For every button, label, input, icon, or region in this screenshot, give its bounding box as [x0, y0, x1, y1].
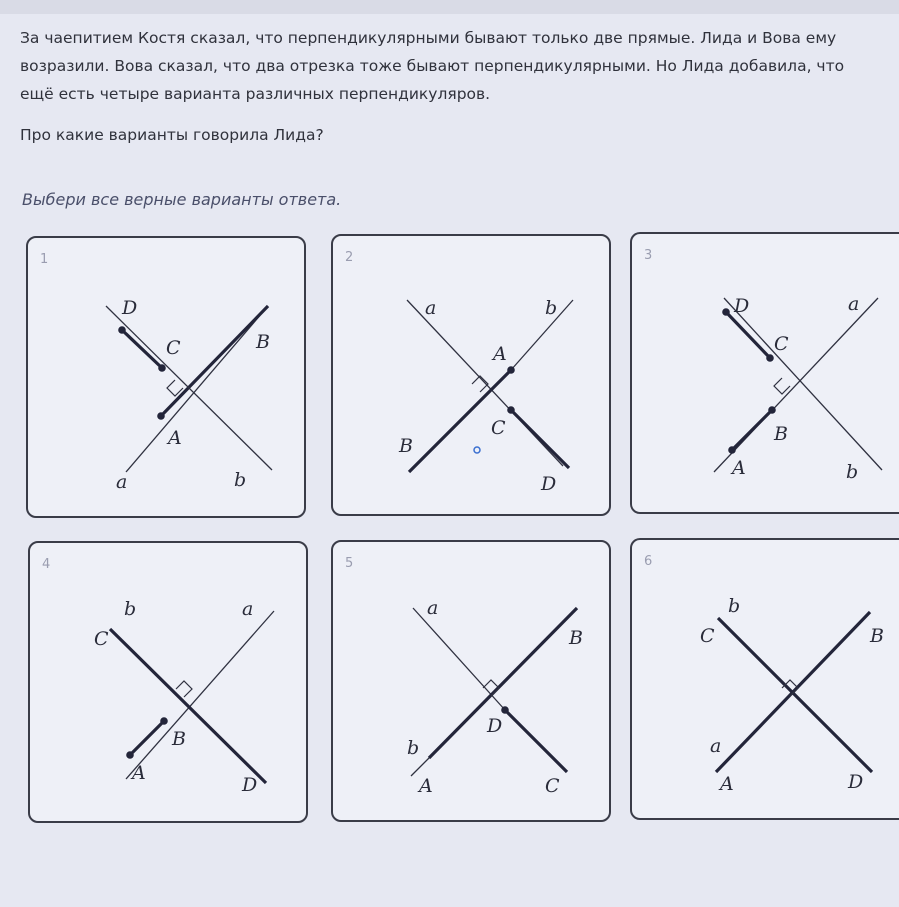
line-b — [511, 300, 573, 370]
point-D — [118, 326, 126, 334]
option-1-drawing — [28, 238, 306, 518]
line-a — [407, 300, 563, 466]
task-line-1: За чаепитием Костя сказал, что перпендикулярными бывают только две прямые. Лида и Вова ему — [20, 29, 837, 47]
task-line-2: возразили. Вова сказал, что два отрезка тоже бывают перпендикулярными. Но Лида добавила, что — [20, 57, 845, 75]
label-B: B — [774, 423, 788, 445]
option-4-drawing — [30, 543, 308, 823]
label-C: C — [491, 417, 506, 439]
segment-DC — [726, 312, 770, 358]
option-number: 4 — [42, 557, 51, 572]
option-card-6[interactable] — [630, 538, 899, 820]
segment-CD — [718, 618, 872, 772]
option-2-drawing — [333, 236, 611, 516]
segment-AB — [161, 306, 268, 416]
line-b — [411, 758, 429, 776]
line-b — [724, 298, 882, 470]
line-a — [126, 611, 274, 779]
option-number: 5 — [345, 556, 354, 571]
segment-AB — [429, 608, 577, 758]
label-b: b — [846, 461, 859, 483]
label-b: b — [728, 595, 741, 617]
label-C: C — [774, 333, 789, 355]
point-B — [768, 406, 776, 414]
segment-DC — [122, 330, 162, 368]
answer-hint: Выбери все верные варианты ответа. — [22, 190, 342, 209]
label-B: B — [172, 728, 186, 750]
label-a: a — [848, 293, 860, 315]
right-angle-mark — [774, 378, 790, 394]
label-a: a — [425, 297, 437, 319]
label-a: a — [116, 471, 128, 493]
label-D: D — [122, 297, 138, 319]
point-D — [722, 308, 730, 316]
segment-AB — [732, 410, 772, 450]
option-card-5[interactable] — [331, 540, 611, 822]
option-card-2[interactable] — [331, 234, 611, 516]
label-A: A — [720, 773, 734, 795]
point-C — [507, 406, 515, 414]
label-a: a — [710, 735, 722, 757]
option-number: 2 — [345, 250, 354, 265]
segment-CD — [110, 629, 266, 783]
label-C: C — [94, 628, 109, 650]
option-6-drawing — [632, 540, 899, 820]
option-card-4[interactable] — [28, 541, 308, 823]
point-C — [158, 364, 166, 372]
label-C: C — [166, 337, 181, 359]
label-B: B — [399, 435, 413, 457]
top-bar — [0, 0, 899, 14]
label-A: A — [493, 343, 507, 365]
task-text — [20, 24, 860, 108]
label-B: B — [256, 331, 270, 353]
label-C: C — [700, 625, 715, 647]
point-A — [157, 412, 165, 420]
label-a: a — [427, 597, 439, 619]
point-A — [728, 446, 736, 454]
label-A: A — [419, 775, 433, 797]
label-A: A — [168, 427, 182, 449]
label-D: D — [734, 295, 750, 317]
label-b: b — [407, 737, 420, 759]
option-card-3[interactable] — [630, 232, 899, 514]
label-D: D — [848, 771, 864, 793]
label-C: C — [545, 775, 560, 797]
label-b: b — [124, 598, 137, 620]
label-A: A — [732, 457, 746, 479]
point-B — [160, 717, 168, 725]
point-A — [507, 366, 515, 374]
option-3-drawing — [632, 234, 899, 514]
label-b: b — [545, 297, 558, 319]
line-a — [126, 306, 268, 472]
label-B: B — [870, 625, 884, 647]
question-text: Про какие варианты говорила Лида? — [20, 126, 324, 144]
option-number: 3 — [644, 248, 653, 263]
segment-DC — [505, 710, 567, 772]
label-D: D — [541, 473, 557, 495]
cursor-dot — [474, 447, 480, 453]
segment-AB — [130, 721, 164, 755]
point-C — [766, 354, 774, 362]
label-B: B — [569, 627, 583, 649]
label-D: D — [487, 715, 503, 737]
point-A — [126, 751, 134, 759]
segment-CD — [511, 410, 569, 468]
label-a: a — [242, 598, 254, 620]
label-b: b — [234, 469, 247, 491]
option-number: 6 — [644, 554, 653, 569]
label-A: A — [132, 762, 146, 784]
option-number: 1 — [40, 252, 49, 267]
point-D — [501, 706, 509, 714]
task-line-3: ещё есть четыре варианта различных перпендикуляров. — [20, 85, 491, 103]
option-card-1[interactable] — [26, 236, 306, 518]
option-5-drawing — [333, 542, 611, 822]
label-D: D — [242, 774, 258, 796]
